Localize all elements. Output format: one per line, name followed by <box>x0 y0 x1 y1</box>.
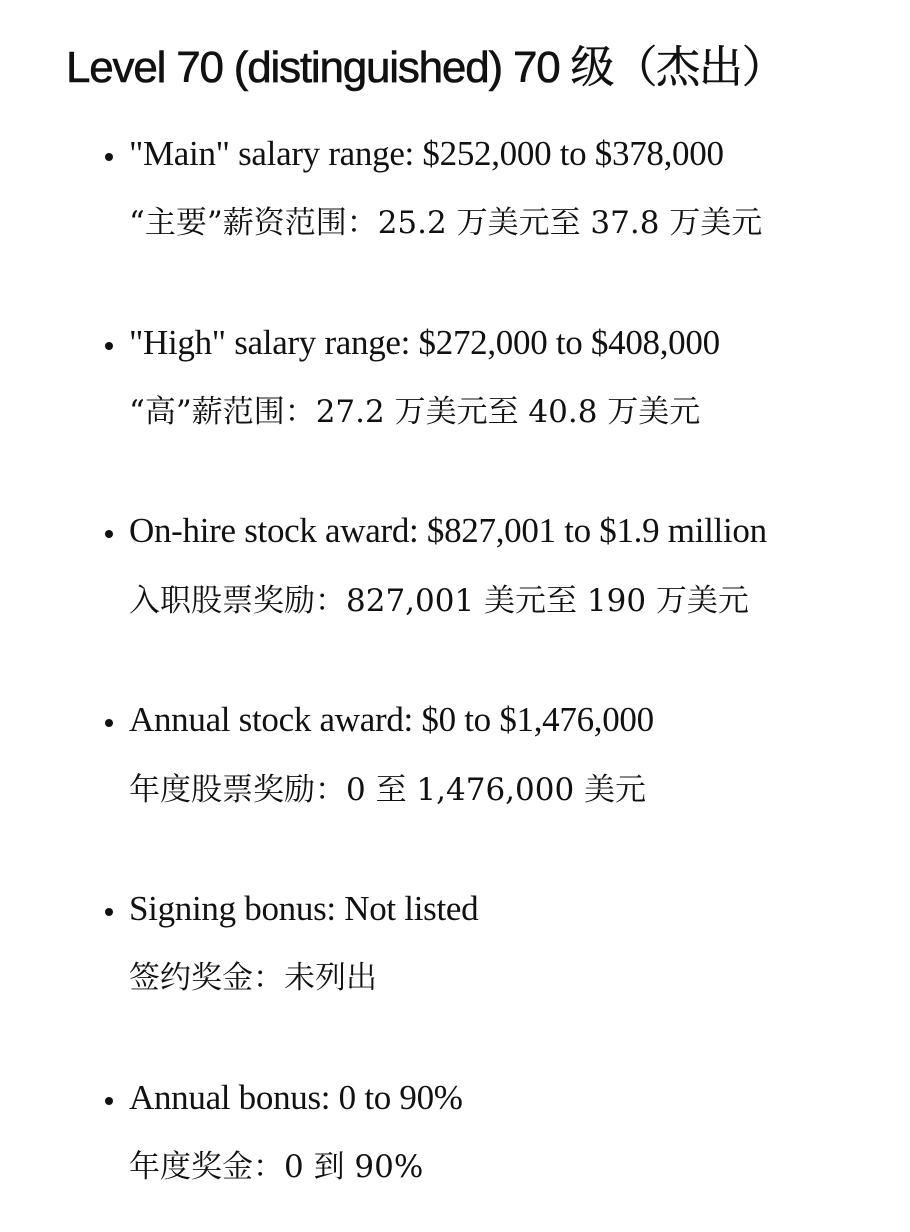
page-heading: Level 70 (distinguished) 70 级（杰出） <box>66 43 785 92</box>
item-text-zh: 年度股票奖励：0 至 1,476,000 美元 <box>129 772 647 808</box>
item-text-en: "High" salary range: $272,000 to $408,000 <box>129 323 720 362</box>
bullet-icon <box>105 908 113 916</box>
bullet-icon <box>105 1097 113 1105</box>
bullet-icon <box>105 719 113 727</box>
item-text-en: On-hire stock award: $827,001 to $1.9 million <box>129 511 767 550</box>
item-text-zh: 签约奖金：未列出 <box>129 960 377 996</box>
bullet-icon <box>105 153 113 161</box>
bullet-icon <box>105 342 113 350</box>
item-text-zh: 年度奖金：0 到 90% <box>129 1149 424 1185</box>
item-text-en: "Main" salary range: $252,000 to $378,000 <box>129 134 724 173</box>
item-text-zh: “主要”薪资范围：25.2 万美元至 37.8 万美元 <box>129 205 763 241</box>
bullet-icon <box>105 530 113 538</box>
item-text-zh: “高”薪范围：27.2 万美元至 40.8 万美元 <box>129 394 701 430</box>
item-text-en: Signing bonus: Not listed <box>129 889 479 928</box>
item-text-en: Annual stock award: $0 to $1,476,000 <box>129 700 654 739</box>
item-text-zh: 入职股票奖励：827,001 美元至 190 万美元 <box>129 583 749 619</box>
item-text-en: Annual bonus: 0 to 90% <box>129 1078 463 1117</box>
